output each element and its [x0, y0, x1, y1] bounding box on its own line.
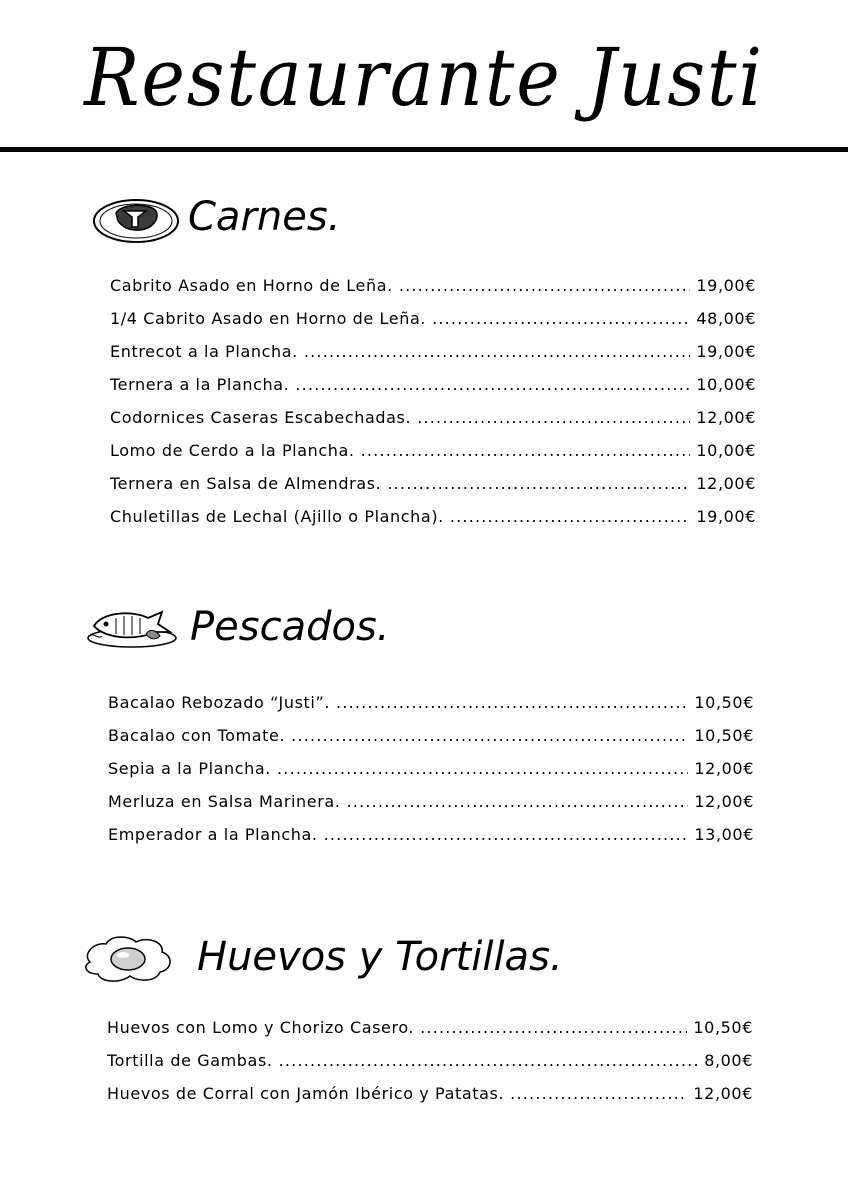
item-price: 19,00€: [696, 342, 756, 361]
dot-leader: [304, 335, 691, 368]
menu-item: [110, 401, 756, 434]
item-price: 19,00€: [696, 507, 756, 526]
item-name: Bacalao Rebozado “Justi”.: [108, 693, 331, 712]
fried-egg-icon: [80, 932, 178, 988]
steak-plate-icon: [92, 197, 180, 249]
item-name: Bacalao con Tomate.: [108, 726, 286, 745]
item-name: Entrecot a la Plancha.: [110, 342, 298, 361]
menu-list: [107, 1011, 753, 1110]
dot-leader: [277, 752, 688, 785]
item-price: 10,50€: [693, 1018, 753, 1037]
menu-item: [108, 785, 754, 818]
restaurant-title: Restaurante Justi: [84, 31, 764, 124]
dot-leader: [387, 467, 690, 500]
dot-leader: [295, 368, 690, 401]
section-heading: Carnes.: [188, 194, 341, 240]
item-name: Emperador a la Plancha.: [108, 825, 318, 844]
item-name: Sepia a la Plancha.: [108, 759, 271, 778]
dot-leader: [347, 785, 689, 818]
item-price: 8,00€: [704, 1051, 753, 1070]
item-name: Cabrito Asado en Horno de Leña.: [110, 276, 393, 295]
item-name: Ternera a la Plancha.: [110, 375, 290, 394]
item-price: 19,00€: [696, 276, 756, 295]
dot-leader: [417, 401, 690, 434]
menu-item: [107, 1044, 753, 1077]
menu-item: [108, 719, 754, 752]
item-price: 12,00€: [696, 474, 756, 493]
menu-item: [107, 1011, 753, 1044]
item-price: 10,00€: [696, 441, 756, 460]
item-price: 12,00€: [696, 408, 756, 427]
item-name: Huevos con Lomo y Chorizo Casero.: [107, 1018, 415, 1037]
dot-leader: [361, 434, 691, 467]
fish-plate-icon: [86, 604, 178, 654]
menu-list: [110, 269, 756, 533]
item-price: 10,50€: [694, 726, 754, 745]
dot-leader: [291, 719, 688, 752]
item-price: 10,50€: [694, 693, 754, 712]
section-heading: Huevos y Tortillas.: [197, 934, 563, 980]
item-price: 13,00€: [694, 825, 754, 844]
item-name: Ternera en Salsa de Almendras.: [110, 474, 382, 493]
menu-item: [108, 686, 754, 719]
menu-item: [108, 752, 754, 785]
dot-leader: [420, 1011, 687, 1044]
dot-leader: [432, 302, 690, 335]
item-name: 1/4 Cabrito Asado en Horno de Leña.: [110, 309, 427, 328]
item-price: 10,00€: [696, 375, 756, 394]
dot-leader: [510, 1077, 687, 1110]
dot-leader: [279, 1044, 699, 1077]
item-price: 48,00€: [696, 309, 756, 328]
menu-list: [108, 686, 754, 851]
menu-item: [110, 467, 756, 500]
title-divider: [0, 147, 848, 152]
item-price: 12,00€: [694, 792, 754, 811]
item-name: Merluza en Salsa Marinera.: [108, 792, 341, 811]
dot-leader: [336, 686, 688, 719]
item-name: Lomo de Cerdo a la Plancha.: [110, 441, 355, 460]
item-price: 12,00€: [694, 759, 754, 778]
item-name: Chuletillas de Lechal (Ajillo o Plancha).: [110, 507, 444, 526]
menu-item: [110, 269, 756, 302]
dot-leader: [450, 500, 691, 533]
item-name: Codornices Caseras Escabechadas.: [110, 408, 412, 427]
menu-item: [110, 500, 756, 533]
menu-item: [107, 1077, 753, 1110]
menu-item: [108, 818, 754, 851]
menu-item: [110, 335, 756, 368]
item-price: 12,00€: [693, 1084, 753, 1103]
menu-item: [110, 368, 756, 401]
dot-leader: [399, 269, 691, 302]
section-heading: Pescados.: [190, 604, 390, 650]
dot-leader: [324, 818, 689, 851]
item-name: Huevos de Corral con Jamón Ibérico y Patatas.: [107, 1084, 505, 1103]
item-name: Tortilla de Gambas.: [107, 1051, 273, 1070]
menu-item: [110, 302, 756, 335]
menu-item: [110, 434, 756, 467]
